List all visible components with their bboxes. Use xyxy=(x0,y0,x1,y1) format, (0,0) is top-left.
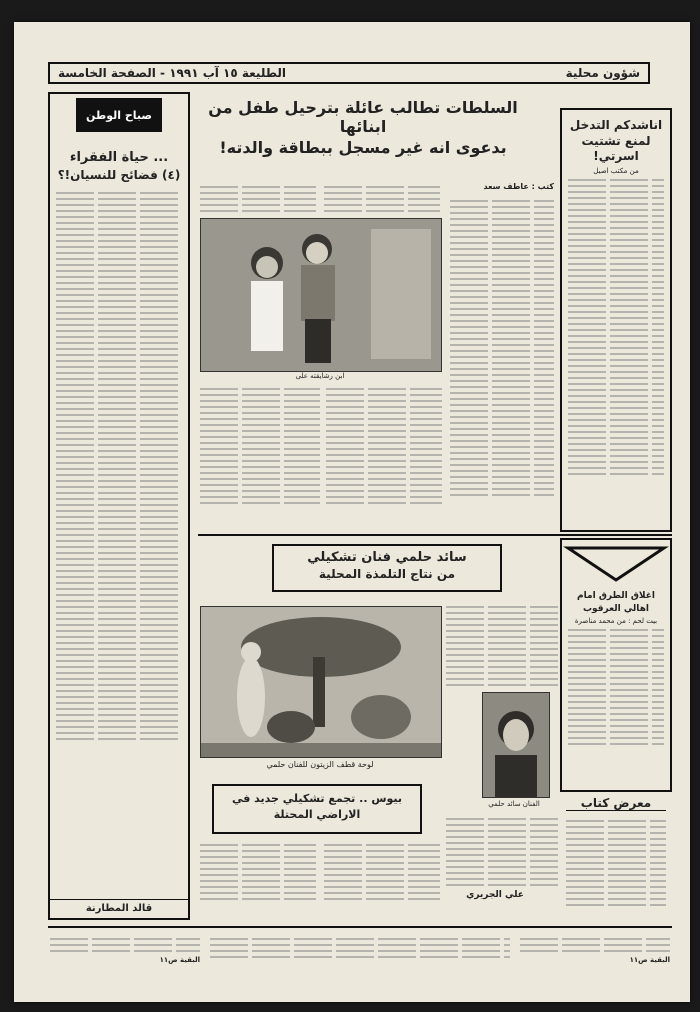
page-header xyxy=(48,62,650,84)
bottom-body-1 xyxy=(200,840,316,904)
bottom-strip-col-1 xyxy=(50,934,200,964)
main-body-col-4 xyxy=(200,384,320,508)
roads-body xyxy=(562,629,670,745)
portrait-caption: الفنان سائد حلمي xyxy=(488,800,540,808)
chevron-banner-icon xyxy=(562,544,670,584)
column-headline: ... حياة الفقراء xyxy=(69,150,169,165)
exhibition-body xyxy=(566,816,666,910)
artist-headline-2: من نتاج التلمذة المحلية xyxy=(318,567,456,581)
main-byline: كتب : عاطف سعد xyxy=(483,182,554,191)
bottom-strip-col-2 xyxy=(210,934,510,962)
appeal-headline: اناشدكم التدخل لمنع تشتيت اسرتي! xyxy=(569,118,663,164)
bottom-headline-2: الاراضي المحتلة xyxy=(273,808,361,821)
left-column xyxy=(48,92,190,920)
column-footer: قالد المطارنة xyxy=(50,899,188,914)
appeal-byline: من مكتب اصيل xyxy=(593,166,639,175)
artist-portrait xyxy=(482,692,550,798)
children-photo-icon xyxy=(201,219,441,371)
painting-caption: لوحة قطف الزيتون للفنان حلمي xyxy=(266,760,374,769)
appeal-body xyxy=(562,179,670,475)
section-divider xyxy=(198,534,672,536)
main-body-col-1 xyxy=(450,196,554,500)
main-body-col-5 xyxy=(326,384,442,508)
continued-left: البقية ص١١ xyxy=(159,956,200,964)
continued-right: البقية ص١١ xyxy=(629,956,670,964)
artist-headline-1: سائد حلمي فنان تشكيلي xyxy=(307,550,467,565)
column-subhead: (٤) فضائح للنسيان!؟ xyxy=(57,168,181,182)
roads-headline: اغلاق الطرق امام اهالي العرقوب xyxy=(577,591,655,614)
roads-box xyxy=(560,538,672,792)
section-label: شؤون محلية xyxy=(565,66,640,80)
main-headline-2: بدعوى انه غير مسجل ببطاقة والدته! xyxy=(219,138,507,157)
painting-image xyxy=(200,606,442,758)
bottom-headline-1: بيوس .. تجمع تشكيلي جديد في xyxy=(231,792,403,805)
bottom-headline-box xyxy=(212,784,422,834)
column-logo: صباح الوطن xyxy=(76,98,162,132)
main-body-col-3 xyxy=(200,182,316,216)
bottom-strip-col-3 xyxy=(520,934,670,964)
portrait-icon xyxy=(483,693,549,797)
main-headline-1: السلطات تطالب عائلة بترحيل طفل من ابنائها xyxy=(208,98,518,136)
bottom-strip-rule xyxy=(48,926,672,928)
artist-body xyxy=(446,602,558,690)
artist-author: علي الجريري xyxy=(466,890,524,900)
column-body xyxy=(50,182,188,750)
bottom-body-2 xyxy=(324,840,440,904)
olive-harvest-painting-icon xyxy=(201,607,441,757)
roads-byline: بيت لحم : من محمد مناصرة xyxy=(574,617,658,626)
main-photo-caption: ابن رشايقته على xyxy=(295,372,345,380)
artist-body-2 xyxy=(446,814,558,890)
exhibition-headline: معرض كتاب xyxy=(566,796,666,811)
newspaper-page xyxy=(14,22,690,1002)
paper-date: الطليعة ١٥ آب ١٩٩١ - الصفحة الخامسة xyxy=(58,66,287,80)
appeal-box xyxy=(560,108,672,532)
main-photo xyxy=(200,218,442,372)
artist-headline-box xyxy=(272,544,502,592)
main-body-col-2 xyxy=(324,182,440,216)
